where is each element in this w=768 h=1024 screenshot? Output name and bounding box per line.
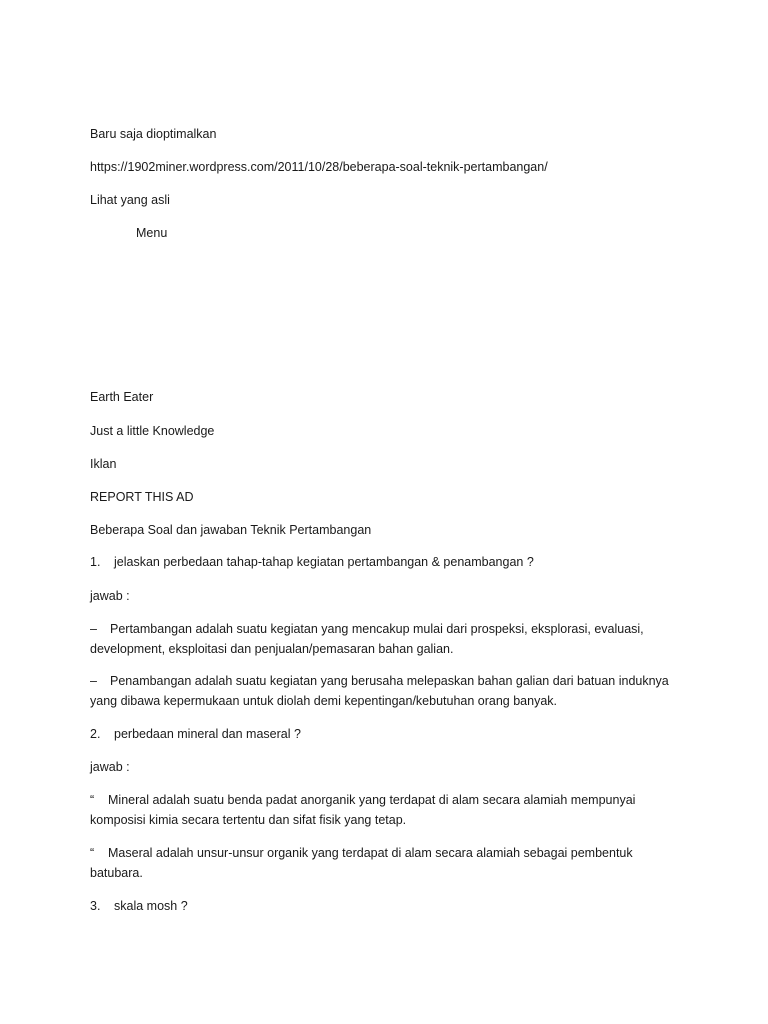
site-tagline: Just a little Knowledge (90, 424, 215, 438)
answer-text: Penambangan adalah suatu kegiatan yang berusaha melepaskan bahan galian dari batuan induknya yang dibawa kepermukaan untuk diolah demi kepentingan/kebutuhan orang banyak. (90, 674, 669, 708)
question-number: 1. (90, 555, 101, 569)
question-text: skala mosh ? (114, 899, 188, 913)
answer-2-item-1 (90, 791, 680, 830)
answer-text: Maseral adalah unsur-unsur organik yang terdapat di alam secara alamiah sebagai pembentuk batubara. (90, 846, 633, 880)
source-url-link[interactable]: https://1902miner.wordpress.com/2011/10/28/beberapa-soal-teknik-pertambangan/ (90, 160, 548, 174)
question-text: perbedaan mineral dan maseral ? (114, 727, 301, 741)
ad-label: Iklan (90, 457, 117, 471)
site-title: Earth Eater (90, 390, 154, 404)
answer-text: Mineral adalah suatu benda padat anorganik yang terdapat di alam secara alamiah mempunyai komposisi kimia secara tertentu dan sifat fisik yang tetap. (90, 793, 636, 827)
answer-text: Pertambangan adalah suatu kegiatan yang mencakup mulai dari prospeksi, eksplorasi, evaluasi, development, eksploitasi dan penjualan/pemasaran bahan galian. (90, 622, 644, 656)
quote-marker: “ (90, 846, 95, 860)
dash-marker: – (90, 622, 97, 636)
answer-1-item-2 (90, 672, 680, 711)
view-original-link[interactable]: Lihat yang asli (90, 193, 170, 207)
answer-2-item-2 (90, 844, 680, 883)
answer-1-item-1 (90, 620, 680, 659)
question-number: 2. (90, 727, 101, 741)
menu-button[interactable]: Menu (136, 226, 168, 240)
article-title: Beberapa Soal dan jawaban Teknik Pertambangan (90, 523, 372, 537)
question-2 (90, 725, 301, 744)
question-1 (90, 553, 534, 572)
optimized-notice: Baru saja dioptimalkan (90, 127, 217, 141)
answer-2-label: jawab : (90, 760, 130, 774)
question-text: jelaskan perbedaan tahap-tahap kegiatan pertambangan & penambangan ? (114, 555, 534, 569)
quote-marker: “ (90, 793, 95, 807)
report-ad-link[interactable]: REPORT THIS AD (90, 490, 194, 504)
question-number: 3. (90, 899, 101, 913)
question-3 (90, 897, 188, 916)
dash-marker: – (90, 674, 97, 688)
answer-1-label: jawab : (90, 589, 130, 603)
